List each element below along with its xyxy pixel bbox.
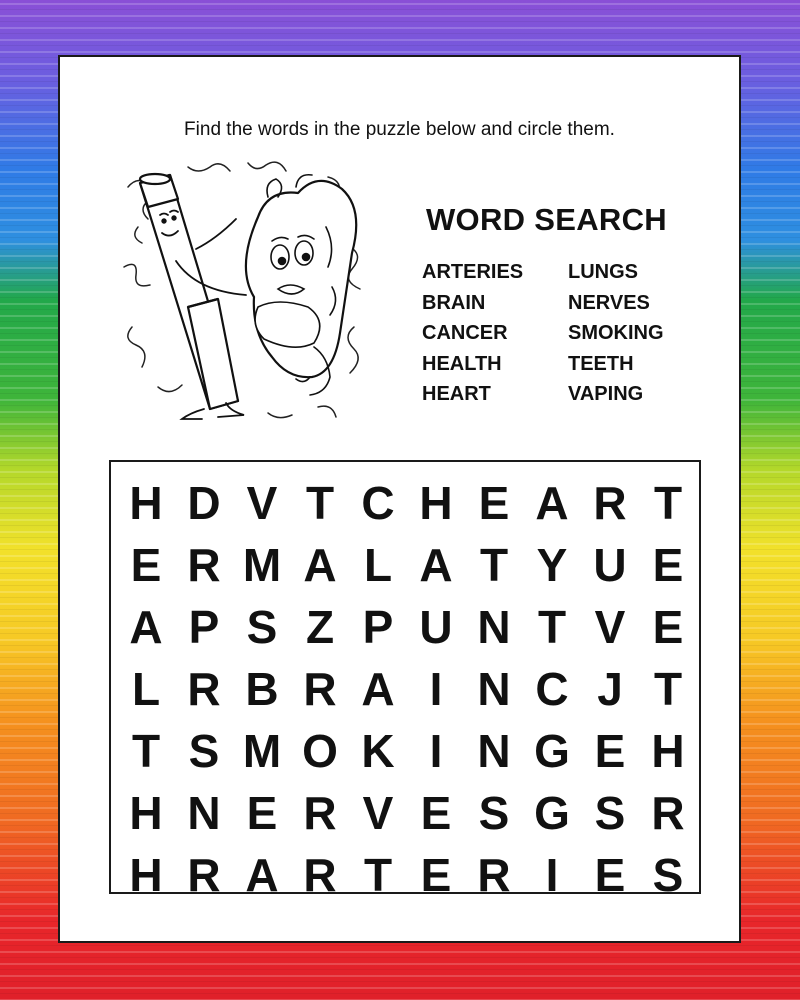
instructions-text: Find the words in the puzzle below and circle them. <box>184 119 615 140</box>
grid-letter[interactable]: A <box>361 663 395 715</box>
activity-sheet <box>58 55 741 943</box>
grid-letter[interactable]: I <box>545 849 559 901</box>
grid-letter[interactable]: V <box>594 601 626 653</box>
word-list-column-2 <box>568 262 664 415</box>
grid-letter[interactable]: E <box>652 539 684 591</box>
grid-letter[interactable]: O <box>302 725 338 777</box>
grid-letter[interactable]: E <box>652 601 684 653</box>
grid-letter[interactable]: R <box>651 787 685 839</box>
grid-letter[interactable]: D <box>187 477 221 529</box>
grid-letter[interactable]: R <box>593 477 627 529</box>
grid-letter[interactable]: I <box>429 663 443 715</box>
grid-letter[interactable]: A <box>129 601 163 653</box>
grid-letter[interactable]: R <box>187 663 221 715</box>
grid-letter[interactable]: T <box>653 663 683 715</box>
word-list-item: VAPING <box>568 383 644 405</box>
word-list-item: ARTERIES <box>422 261 524 283</box>
grid-letter[interactable]: A <box>419 539 453 591</box>
grid-letter[interactable]: E <box>130 539 162 591</box>
grid-row <box>111 844 699 906</box>
grid-letter[interactable]: E <box>478 477 510 529</box>
word-list-item: TEETH <box>568 352 634 375</box>
grid-letter[interactable]: E <box>420 849 452 901</box>
cigarette-and-heart-illustration <box>118 157 373 429</box>
grid-letter[interactable]: L <box>131 663 161 715</box>
grid-letter[interactable]: H <box>129 849 163 901</box>
grid-letter[interactable]: A <box>303 539 337 591</box>
grid-letter[interactable]: T <box>131 725 161 777</box>
word-list-item: HEART <box>422 383 491 405</box>
grid-letter[interactable]: E <box>594 725 626 777</box>
grid-letter[interactable]: A <box>245 849 279 901</box>
grid-row <box>111 658 699 720</box>
grid-row <box>111 720 699 782</box>
grid-letter[interactable]: T <box>363 849 393 901</box>
grid-row <box>111 534 699 596</box>
grid-letter[interactable]: T <box>305 477 335 529</box>
grid-row <box>111 782 699 844</box>
grid-letter[interactable]: T <box>479 539 509 591</box>
grid-letter[interactable]: P <box>362 601 394 653</box>
word-list-item: CANCER <box>422 322 508 344</box>
grid-letter[interactable]: J <box>597 663 623 715</box>
grid-letter[interactable]: R <box>477 849 511 901</box>
grid-letter[interactable]: E <box>246 787 278 839</box>
grid-letter[interactable]: R <box>187 539 221 591</box>
grid-letter[interactable]: M <box>242 725 282 777</box>
word-list-item: HEALTH <box>422 352 502 375</box>
grid-letter[interactable]: T <box>537 601 567 653</box>
grid-letter[interactable]: H <box>129 477 163 529</box>
grid-letter[interactable]: A <box>535 477 569 529</box>
word-list-item: NERVES <box>568 291 650 314</box>
grid-letter[interactable]: R <box>187 849 221 901</box>
grid-letter[interactable]: Z <box>305 601 335 653</box>
grid-letter[interactable]: I <box>429 725 443 777</box>
grid-letter[interactable]: N <box>477 663 511 715</box>
grid-row <box>111 472 699 534</box>
grid-letter[interactable]: G <box>534 725 570 777</box>
grid-letter[interactable]: N <box>187 787 221 839</box>
grid-letter[interactable]: P <box>188 601 220 653</box>
grid-letter[interactable]: H <box>129 787 163 839</box>
word-list-column-1 <box>422 262 523 415</box>
grid-letter[interactable]: V <box>246 477 278 529</box>
grid-letter[interactable]: K <box>361 725 395 777</box>
grid-letter[interactable]: Y <box>536 539 568 591</box>
grid-letter[interactable]: V <box>362 787 394 839</box>
grid-row <box>111 596 699 658</box>
grid-letter[interactable]: E <box>594 849 626 901</box>
grid-letter[interactable]: R <box>303 663 337 715</box>
grid-letter[interactable]: N <box>477 601 511 653</box>
grid-letter[interactable]: U <box>593 539 627 591</box>
grid-letter[interactable]: R <box>303 849 337 901</box>
grid-letter[interactable]: N <box>477 725 511 777</box>
grid-letter[interactable]: T <box>653 477 683 529</box>
grid-letter[interactable]: L <box>363 539 393 591</box>
grid-letter[interactable]: H <box>651 725 685 777</box>
grid-letter[interactable]: S <box>246 601 278 653</box>
grid-letter[interactable]: S <box>652 849 684 901</box>
grid-letter[interactable]: G <box>534 787 570 839</box>
grid-letter[interactable]: U <box>419 601 453 653</box>
word-list-item: LUNGS <box>568 261 638 283</box>
grid-letter[interactable]: E <box>420 787 452 839</box>
word-list-item: BRAIN <box>422 291 486 314</box>
grid-letter[interactable]: S <box>478 787 510 839</box>
grid-letter[interactable]: C <box>535 663 569 715</box>
word-list-item: SMOKING <box>568 322 664 344</box>
word-search-grid[interactable] <box>109 460 701 901</box>
grid-letter[interactable]: S <box>594 787 626 839</box>
grid-letter[interactable]: R <box>303 787 337 839</box>
grid-letter[interactable]: H <box>419 477 453 529</box>
grid-letter[interactable]: C <box>361 477 395 529</box>
grid-letter[interactable]: M <box>242 539 282 591</box>
grid-letter[interactable]: S <box>188 725 220 777</box>
word-search-title: WORD SEARCH <box>426 202 667 237</box>
grid-letter[interactable]: B <box>245 663 279 715</box>
